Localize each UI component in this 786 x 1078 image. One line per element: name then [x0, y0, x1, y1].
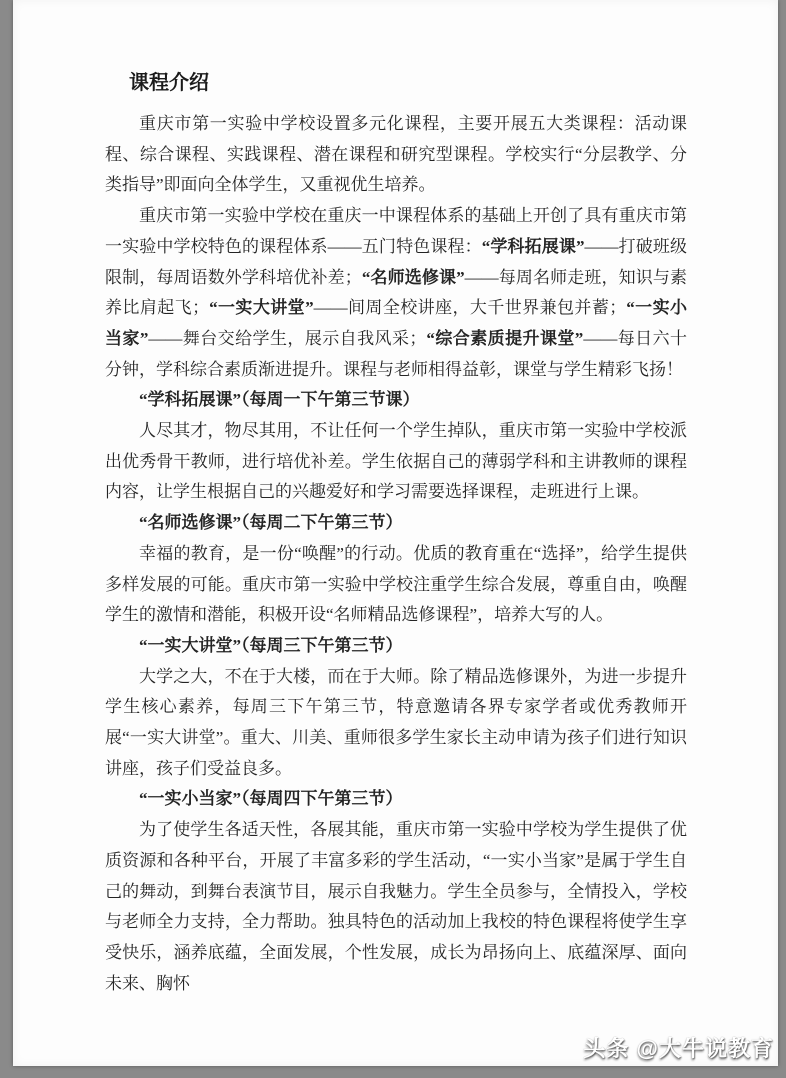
document-page — [13, 0, 778, 1066]
section-heading-master-electives — [105, 508, 687, 539]
text-run: ——舞台交给学生，展示自我风采； — [148, 328, 427, 348]
bold-run: “学科拓展课”（每周一下午第三节课） — [139, 390, 420, 410]
text-run: 幸福的教育，是一份“唤醒”的行动。优质的教育重在“选择”，给学生提供多样发展的可能。重庆市第一实验中学校注重学生综合发展，尊重自由，唤醒学生的激情和潜能，积极开设“名师精品选修课程”，培养大写的人。 — [105, 543, 687, 625]
bold-run: “一实小当家”（每周四下午第三节） — [139, 789, 403, 809]
text-run: 为了使学生各适天性，各展其能，重庆市第一实验中学校为学生提供了优质资源和各种平台，开展了丰富多彩的学生活动，“一实小当家”是属于学生自己的舞动，到舞台表演节目，展示自我魅力。学生全员参与，全情投入，学校与老师全力支持，全力帮助。独具特色的活动加上我校的特色课程将使学生享受快乐，涵养底蕴，全面发展，个性发展，成长为昂扬向上、底蕴深厚、面向未来、胸怀 — [105, 820, 687, 993]
bold-run: “综合素质提升课堂” — [426, 328, 584, 348]
bold-run: “名师选修课” — [361, 267, 465, 287]
paragraph-curriculum-overview — [105, 109, 687, 201]
watermark: 头条 @大牛说教育 — [583, 1036, 774, 1061]
bold-run: “学科拓展课” — [481, 236, 585, 256]
bold-run: “一实大讲堂” — [209, 298, 314, 318]
text-run: 重庆市第一实验中学校设置多元化课程，主要开展五大类课程：活动课程、综合课程、实践课程、潜在课程和研究型课程。学校实行“分层教学、分类指导”即面向全体学生，又重视优生培养。 — [105, 114, 687, 195]
section-heading-lecture-hall — [105, 631, 687, 662]
text-run: 大学之大，不在于大楼，而在于大师。除了精品选修课外，为进一步提升学生核心素养，每周三下午第三节，特意邀请各界专家学者或优秀教师开展“一实大讲堂”。重大、川美、重师很多学生家长主动申请为孩子们进行知识讲座，孩子们受益良多。 — [105, 666, 687, 778]
paragraph-lecture-hall — [105, 662, 687, 785]
text-run: ——打破班级限制，每周语数外学科培优补差； — [105, 236, 688, 287]
text-run: 重庆市第一实验中学校在重庆一中课程体系的基础上开创了具有重庆市第一实验中学校特色的课程体系——五门特色课程： — [105, 206, 687, 256]
bold-run: “名师选修课”（每周二下午第三节） — [139, 513, 403, 533]
paragraph-five-feature-courses — [105, 201, 687, 385]
paragraph-subject-expansion — [105, 416, 687, 508]
bold-run: “一实大讲堂”（每周三下午第三节） — [139, 635, 403, 655]
section-heading-subject-expansion — [105, 385, 687, 416]
document-body — [105, 63, 687, 999]
bold-run: “一实小当家” — [105, 298, 688, 348]
text-run: ——每日六十分钟，学科综合素质渐进提升。课程与老师相得益彰，课堂与学生精彩飞扬！ — [105, 328, 688, 379]
paragraph-little-host — [105, 815, 687, 999]
paragraph-master-electives — [105, 539, 687, 631]
text-run: 人尽其才，物尽其用，不让任何一个学生掉队，重庆市第一实验中学校派出优秀骨干教师，进行培优补差。学生依据自己的薄弱学科和主讲教师的课程内容，让学生根据自己的兴趣爱好和学习需要选择课程，走班进行上课。 — [105, 421, 687, 502]
text-run: ——每周名师走班，知识与素养比肩起飞； — [105, 267, 688, 318]
section-heading-little-host — [105, 784, 687, 815]
text-run: ——间周全校讲座，大千世界兼包并蓄； — [313, 298, 627, 318]
page-title: 课程介绍 — [129, 72, 209, 94]
